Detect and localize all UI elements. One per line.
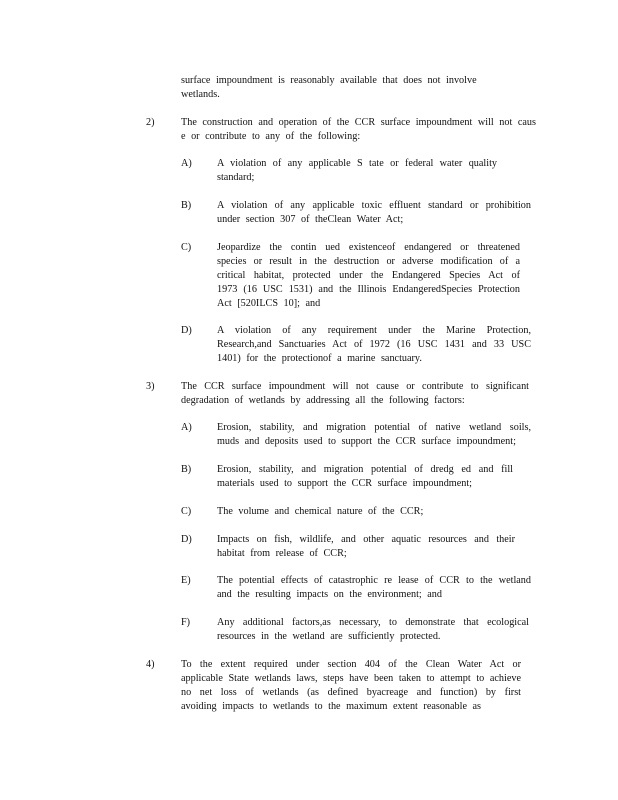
subitem-text: The potential effects of catastrophic re lease of CCR to the wetland and the resulting impacts on the environment; and: [217, 575, 531, 600]
subitem-text: A violation of any requirement under the Marine Protection, Research,and Sanctuaries Act of 1972 (16 USC 1431 and 33 USC 1401) for the protectionof a marine sanctuary.: [217, 325, 531, 364]
subitem-label: A): [181, 158, 192, 169]
item-number: 2): [146, 117, 155, 128]
subitem-text: Impacts on fish, wildlife, and other aquatic resources and their habitat from release of CCR;: [217, 534, 515, 559]
subitem-text: Any additional factors,as necessary, to demonstrate that ecological resources in the wetland are sufficiently protected.: [217, 617, 529, 642]
item-text: To the extent required under section 404 of the Clean Water Act or applicable State wetlands laws, steps have been taken to attempt to achieve no net loss of wetlands (as defined byacreage and function) by first avoiding impacts to wetlands to the maximum extent reasonable as: [181, 659, 521, 712]
subitem-text: The volume and chemical nature of the CCR;: [217, 506, 424, 517]
item-number: 3): [146, 381, 155, 392]
subitem-text: Erosion, stability, and migration potential of native wetland soils, muds and deposits used to support the CCR surface impoundment;: [217, 422, 531, 447]
subitem-label: B): [181, 200, 192, 211]
subitem-label: A): [181, 422, 192, 433]
item-text: The CCR surface impoundment will not cause or contribute to significant degradation of wetlands by addressing all the following factors:: [181, 381, 529, 406]
item-number: 4): [146, 659, 155, 670]
subitem-label: B): [181, 464, 192, 475]
item-text: The construction and operation of the CCR surface impoundment will not caus e or contribute to any of the following:: [181, 117, 536, 142]
subitem-label: C): [181, 242, 192, 253]
subitem-text: A violation of any applicable toxic effluent standard or prohibition under section 307 of theClean Water Act;: [217, 200, 531, 225]
subitem-label: D): [181, 534, 192, 545]
subitem-label: C): [181, 506, 192, 517]
subitem-text: A violation of any applicable S tate or federal water quality standard;: [217, 158, 497, 183]
subitem-label: D): [181, 325, 192, 336]
subitem-label: E): [181, 575, 191, 586]
subitem-label: F): [181, 617, 191, 628]
subitem-text: Jeopardize the contin ued existenceof endangered or threatened species or result in the destruction or adverse modification of a critical habitat, protected under the Endangered Species Act of 1973 (16 USC 1531) and the Illinois EndangeredSpecies Protection Act [520ILCS 10]; and: [217, 242, 520, 309]
subitem-text: Erosion, stability, and migration potential of dredg ed and fill materials used to support the CCR surface impoundment;: [217, 464, 513, 489]
intro-paragraph: surface impoundment is reasonably available that does not involve wetlands.: [181, 75, 477, 100]
